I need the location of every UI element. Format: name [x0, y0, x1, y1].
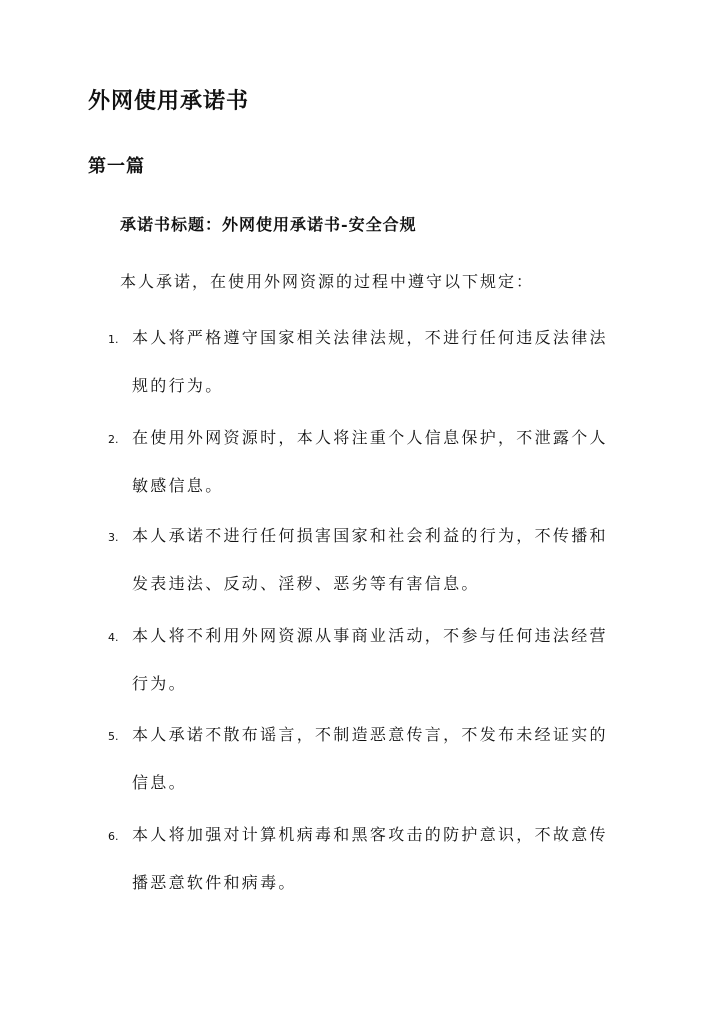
- clause-number: 6.: [108, 830, 119, 843]
- clause-text-line2: 规的行为。: [132, 376, 224, 395]
- intro-paragraph: 本人承诺，在使用外网资源的过程中遵守以下规定：: [120, 272, 535, 291]
- clause-number: 1.: [108, 333, 119, 346]
- clause-text-line1: [132, 722, 620, 748]
- section-heading: 第一篇: [88, 156, 145, 177]
- clause-line1: 本人将加强对计算机病毒和黑客攻击的防护意识，不故意传: [132, 825, 608, 844]
- document-title: 外网使用承诺书: [88, 88, 250, 114]
- clause-number: 3.: [108, 531, 119, 544]
- clause-text-line2: 行为。: [132, 674, 187, 693]
- clause-number: 4.: [108, 631, 119, 644]
- clause-text-line1: [132, 822, 620, 848]
- clause-line1: 在使用外网资源时，本人将注重个人信息保护，不泄露个人: [132, 428, 608, 447]
- clause-line1: 本人承诺不进行任何损害国家和社会利益的行为，不传播和: [132, 526, 608, 545]
- clause-text-line2: 信息。: [132, 773, 187, 792]
- clause-line1: 本人将不利用外网资源从事商业活动，不参与任何违法经营: [132, 626, 608, 645]
- clause-number: 5.: [108, 730, 119, 743]
- clause-text-line1: [132, 425, 620, 451]
- clause-line1: 本人将严格遵守国家相关法律法规，不进行任何违反法律法: [132, 328, 608, 347]
- clause-text-line1: [132, 325, 620, 351]
- clause-text-line2: 播恶意软件和病毒。: [132, 873, 297, 892]
- clause-text-line1: [132, 623, 620, 649]
- clause-text-line1: [132, 523, 620, 549]
- commitment-subtitle: 承诺书标题：外网使用承诺书-安全合规: [120, 215, 417, 234]
- clause-text-line2: 敏感信息。: [132, 476, 224, 495]
- clause-text-line2: 发表违法、反动、淫秽、恶劣等有害信息。: [132, 574, 480, 593]
- clause-line1: 本人承诺不散布谣言，不制造恶意传言，不发布未经证实的: [132, 725, 608, 744]
- clause-number: 2.: [108, 433, 119, 446]
